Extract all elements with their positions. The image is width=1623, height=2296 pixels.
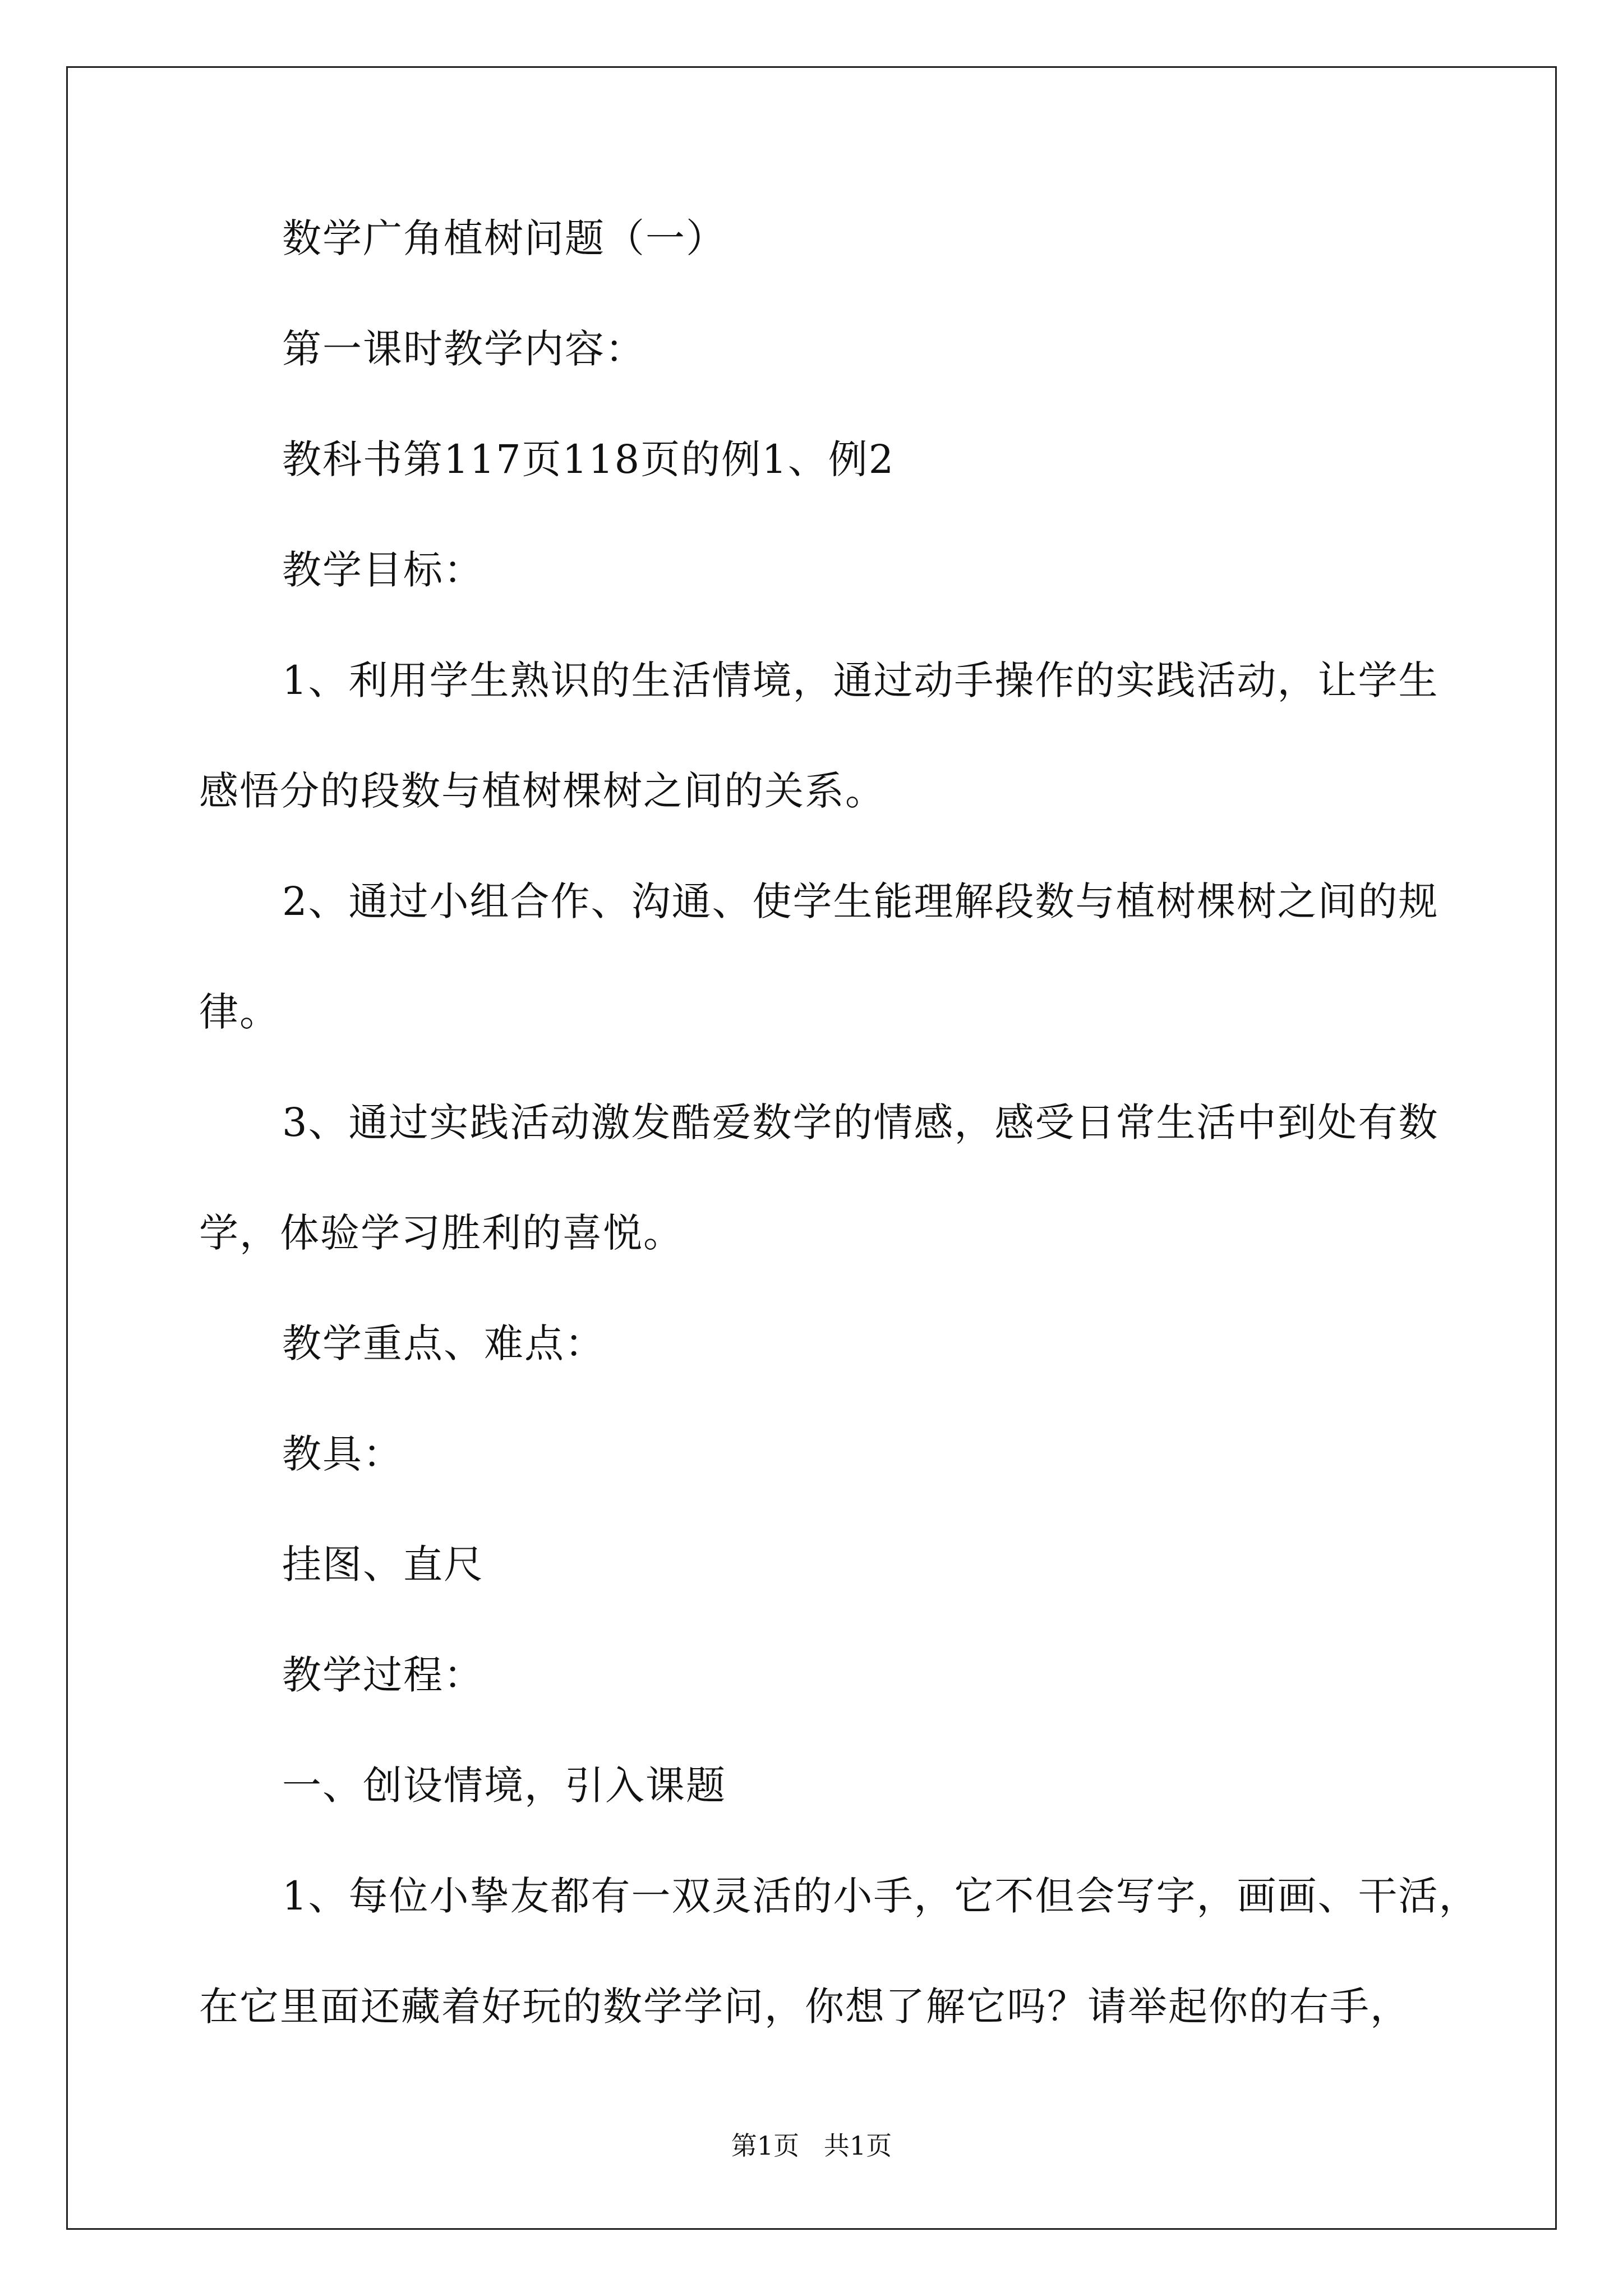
paragraph-line: 3、通过实践活动激发酷爱数学的情感，感受日常生活中到处有数: [282, 1099, 1439, 1145]
paragraph: 挂图、直尺: [282, 1542, 484, 1588]
section-heading: 教学目标：: [282, 547, 484, 593]
paragraph-line: 在它里面还藏着好玩的数学学问，你想了解它吗？请举起你的右手，: [199, 1984, 1410, 2030]
paragraph-line: 2、通过小组合作、沟通、使学生能理解段数与植树棵树之间的规: [282, 878, 1439, 924]
section-heading: 第一课时教学内容：: [282, 326, 645, 372]
paragraph-line: 律。: [199, 989, 280, 1035]
paragraph-line: 感悟分的段数与植树棵树之间的关系。: [199, 768, 886, 814]
paragraph-line: 1、利用学生熟识的生活情境，通过动手操作的实践活动，让学生: [282, 657, 1439, 703]
paragraph-line: 学，体验学习胜利的喜悦。: [199, 1210, 684, 1256]
section-heading: 教学过程：: [282, 1652, 484, 1698]
section-heading: 教学重点、难点：: [282, 1320, 605, 1366]
paragraph: 一、创设情境，引入课题: [282, 1763, 726, 1809]
page-footer: 第1页 共1页: [731, 2131, 892, 2161]
section-heading: 教具：: [282, 1431, 403, 1477]
document-title: 数学广角植树问题（一）: [282, 215, 726, 261]
paragraph: 教科书第117页118页的例1、例2: [282, 436, 895, 482]
paragraph-line: 1、每位小挚友都有一双灵活的小手，它不但会写字，画画、干活，: [282, 1873, 1479, 1919]
